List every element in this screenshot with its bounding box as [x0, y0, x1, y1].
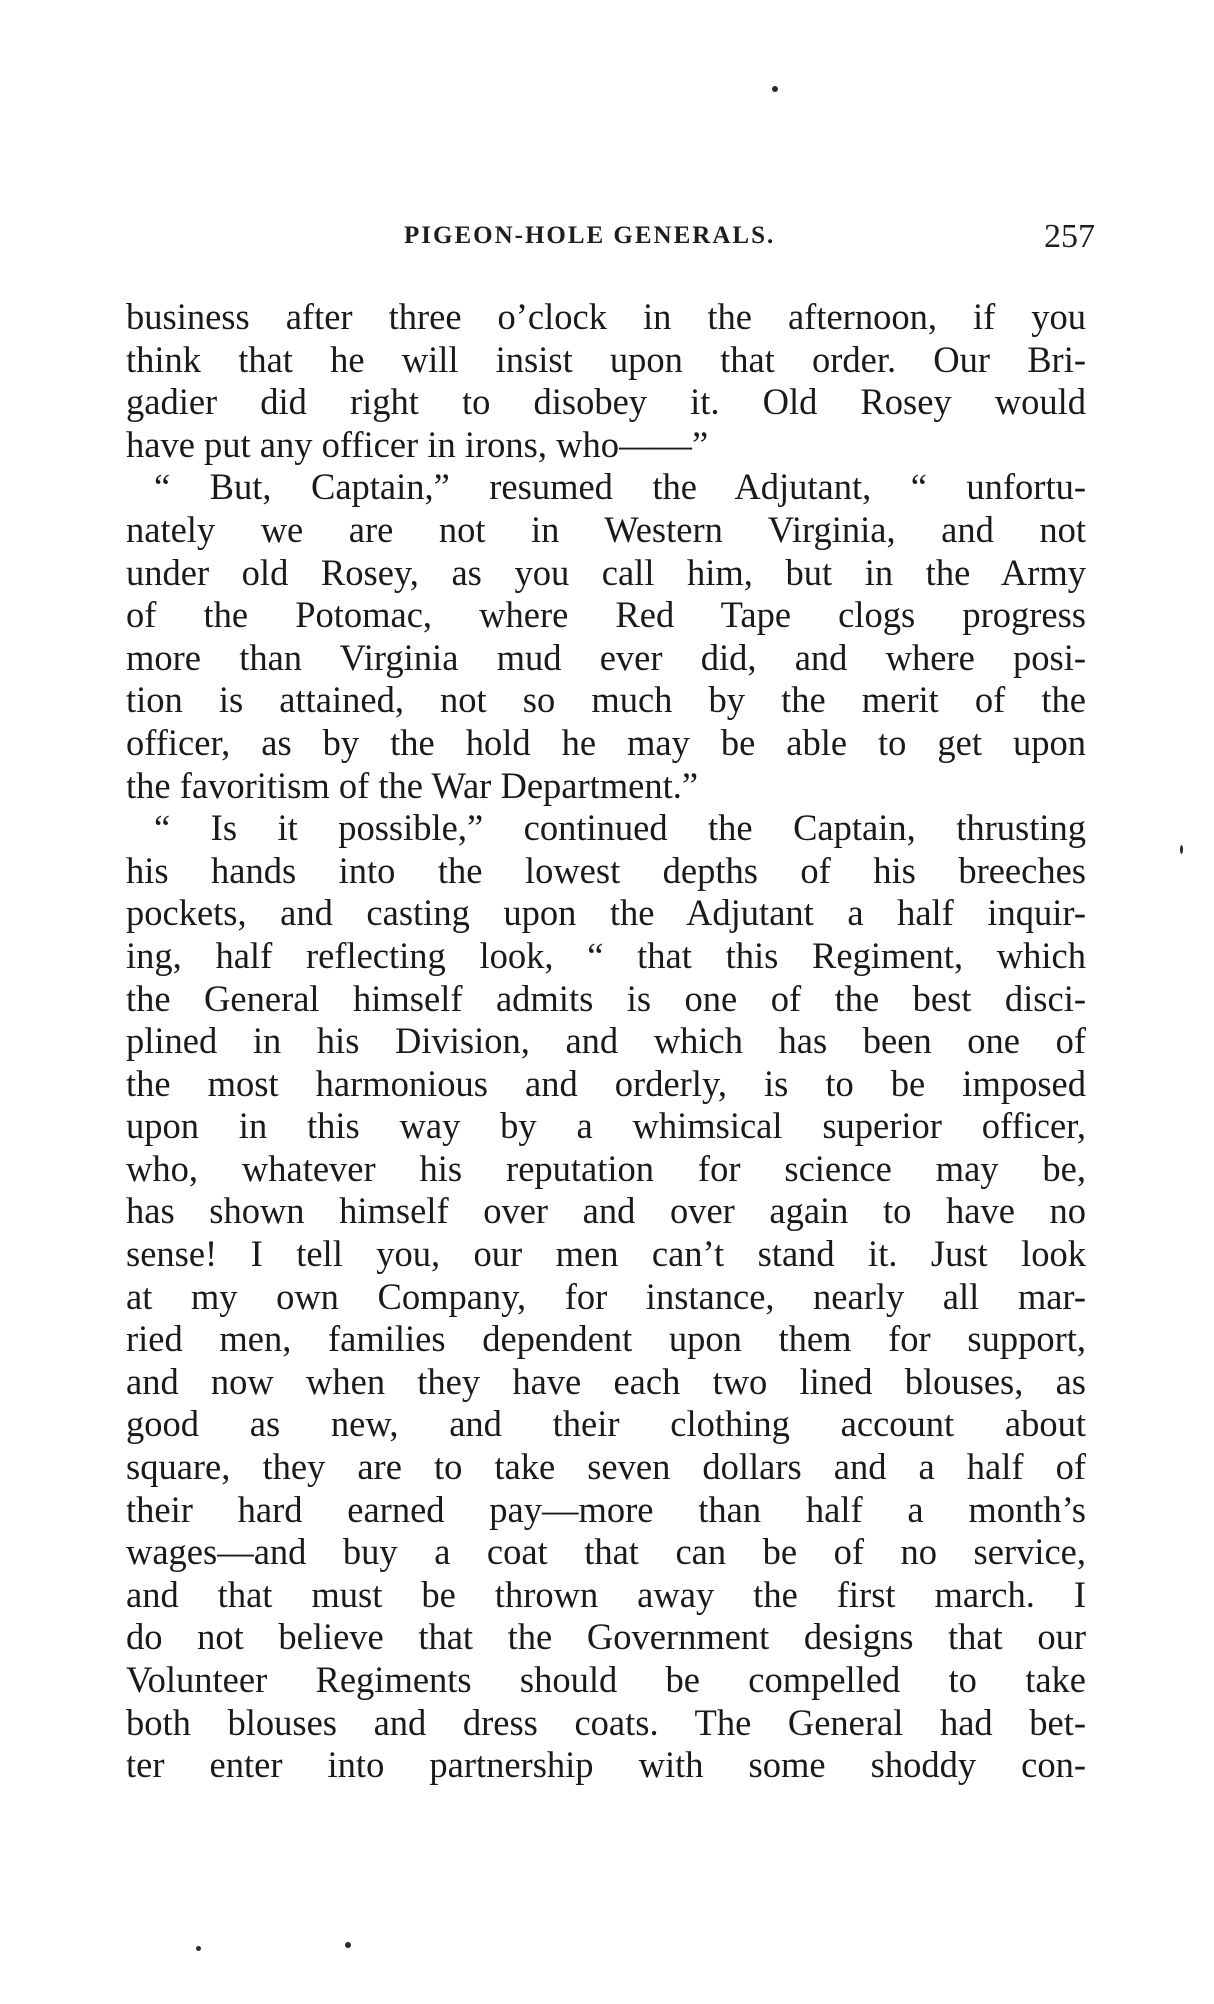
text-line: both blouses and dress coats. The General had bet-	[126, 1701, 1086, 1743]
text-line: have put any officer in irons, who——”	[126, 423, 709, 465]
text-line: business after three o’clock in the afternoon, if you	[126, 296, 1086, 337]
text-line: the most harmonious and orderly, is to be imposed	[126, 1062, 1086, 1104]
text-line: upon in this way by a whimsical superior officer,	[126, 1105, 1086, 1147]
text-line: and now when they have each two lined blouses, as	[126, 1360, 1086, 1402]
scan-speck	[345, 1942, 351, 1948]
text-line: wages—and buy a coat that can be of no service,	[126, 1531, 1086, 1573]
text-line: under old Rosey, as you call him, but in the Army	[126, 551, 1086, 593]
page-header	[0, 218, 1214, 258]
text-line: the General himself admits is one of the best disci-	[126, 977, 1086, 1019]
text-line: do not believe that the Government designs that our	[126, 1616, 1086, 1658]
text-line: tion is attained, not so much by the merit of the	[126, 679, 1086, 721]
text-line: has shown himself over and over again to have no	[126, 1190, 1086, 1232]
text-line: nately we are not in Western Virginia, and not	[126, 508, 1086, 550]
scan-speck	[772, 86, 778, 92]
page-number: 257	[1044, 218, 1095, 255]
text-line: more than Virginia mud ever did, and where posi-	[126, 636, 1086, 678]
text-line: pockets, and casting upon the Adjutant a half inquir-	[126, 892, 1086, 934]
text-line: the favoritism of the War Department.”	[126, 764, 699, 806]
text-line: sense! I tell you, our men can’t stand it. Just look	[126, 1233, 1086, 1275]
text-line: his hands into the lowest depths of his breeches	[126, 849, 1086, 891]
text-line: plined in his Division, and which has been one of	[126, 1020, 1086, 1062]
text-line: and that must be thrown away the first march. I	[126, 1573, 1086, 1615]
text-line: ing, half reflecting look, “ that this Regiment, which	[126, 934, 1086, 976]
text-line: ried men, families dependent upon them for support,	[126, 1318, 1086, 1360]
body-text	[126, 296, 1086, 1787]
text-line: good as new, and their clothing account about	[126, 1403, 1086, 1445]
text-line: square, they are to take seven dollars and a half of	[126, 1446, 1086, 1488]
running-head: PIGEON-HOLE GENERALS.	[404, 222, 776, 249]
text-line: think that he will insist upon that order. Our Bri-	[126, 338, 1086, 380]
scan-speck	[196, 1946, 201, 1951]
text-line: of the Potomac, where Red Tape clogs progress	[126, 594, 1086, 636]
text-line: “ Is it possible,” continued the Captain, thrusting	[154, 807, 1086, 849]
text-line: who, whatever his reputation for science may be,	[126, 1147, 1086, 1189]
text-line: officer, as by the hold he may be able to get upon	[126, 721, 1086, 763]
text-line: “ But, Captain,” resumed the Adjutant, “ unfortu-	[154, 466, 1086, 508]
text-line: ter enter into partnership with some shoddy con-	[126, 1744, 1086, 1786]
text-line: gadier did right to disobey it. Old Rosey would	[126, 381, 1086, 423]
text-line: Volunteer Regiments should be compelled to take	[126, 1659, 1086, 1700]
text-line: at my own Company, for instance, nearly all mar-	[126, 1275, 1086, 1317]
text-line: their hard earned pay—more than half a month’s	[126, 1488, 1086, 1530]
scan-speck	[1180, 845, 1183, 854]
